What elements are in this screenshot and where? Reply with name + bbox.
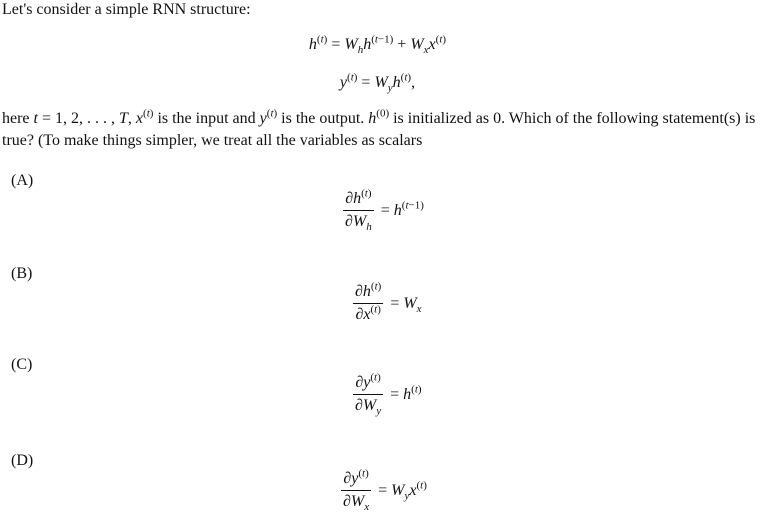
question-intro: Let's consider a simple RNN structure: xyxy=(2,1,251,18)
option-d-fraction: $\frac{\partial y^{(t)}}{\partial W_x}$ xyxy=(343,467,370,514)
option-b-formula: $\frac{\partial h^{(t)}}{\partial x^{(t)}}$ = $W_x$ xyxy=(355,280,422,323)
option-c-formula: $\frac{\partial y^{(t)}}{\partial W_y}$ = $h^{(t)}$ xyxy=(355,371,422,418)
option-c-fraction: $\frac{\partial y^{(t)}}{\partial W_y}$ xyxy=(355,371,382,418)
equation-output: $y^{(t)} = W_yh^{(t)}$, xyxy=(339,71,416,95)
option-a-label: (A) xyxy=(11,172,34,189)
option-a-fraction: $\frac{\partial h^{(t)}}{\partial W_h}$ xyxy=(345,187,372,234)
option-a-formula: $\frac{\partial h^{(t)}}{\partial W_h}$ = $h^{(t-1)}$ xyxy=(345,187,424,234)
option-b-fraction: $\frac{\partial h^{(t)}}{\partial x^{(t)}}$ xyxy=(355,280,382,323)
option-b-label: (B) xyxy=(11,265,33,282)
option-c-label: (C) xyxy=(11,356,33,373)
option-d-formula: $\frac{\partial y^{(t)}}{\partial W_x}$ = $W_yx^{(t)}$ xyxy=(343,467,427,514)
question-paragraph: here t = 1, 2, . . . , T, $x^{(t)}$ is the input and $y^{(t)}$ is the output. $h^{(0)}$ is initialized as 0. Which of the following statement(s) is true? (To make things simpler, we treat all the variables as scalars xyxy=(2,107,756,149)
option-d-label: (D) xyxy=(11,452,34,469)
equation-hidden-update: $h^{(t)} = W_hh^{(t-1)} + W_xx^{(t)}$ xyxy=(308,33,447,57)
